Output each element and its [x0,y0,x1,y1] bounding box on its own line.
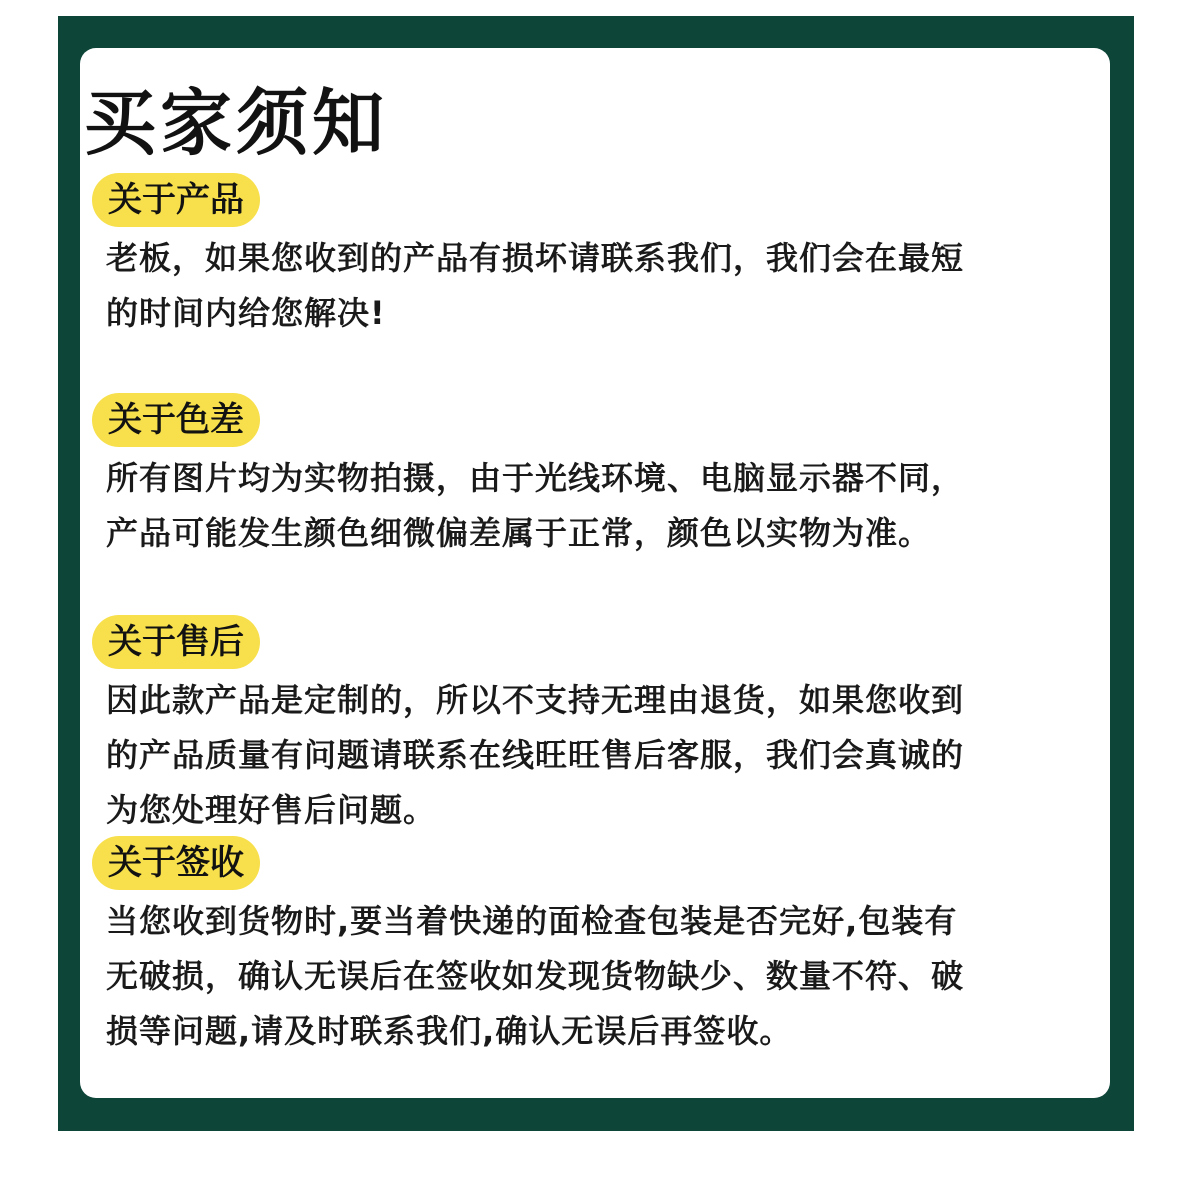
section-text [106,894,1096,1059]
text-line: 无破损，确认无误后在签收如发现货物缺少、数量不符、破 [106,957,965,995]
section-text [106,451,1096,561]
text-line: 产品可能发生颜色细微偏差属于正常，颜色以实物为准。 [106,514,932,552]
page-title: 买家须知 [84,81,389,165]
section-label: 关于售后 [92,615,260,669]
section-label: 关于色差 [92,393,260,447]
text-line: 的产品质量有问题请联系在线旺旺售后客服，我们会真诚的 [106,736,965,774]
text-line: 老板，如果您收到的产品有损坏请联系我们，我们会在最短 [106,239,965,277]
text-line: 损等问题,请及时联系我们,确认无误后再签收。 [106,1012,793,1050]
section-label: 关于签收 [92,836,260,890]
section-delivery-receipt [92,836,1102,1059]
text-line: 因此款产品是定制的，所以不支持无理由退货，如果您收到 [106,681,965,719]
text-line: 为您处理好售后问题。 [106,791,437,829]
text-line: 当您收到货物时,要当着快递的面检查包装是否完好,包装有 [106,902,958,940]
section-label: 关于产品 [92,173,260,227]
section-text [106,231,1096,341]
section-product [92,173,1102,341]
section-text [106,673,1096,838]
section-color-difference [92,393,1102,561]
text-line: 所有图片均为实物拍摄，由于光线环境、电脑显示器不同， [106,459,965,497]
text-line: 的时间内给您解决! [106,294,386,332]
section-after-sales [92,615,1102,838]
